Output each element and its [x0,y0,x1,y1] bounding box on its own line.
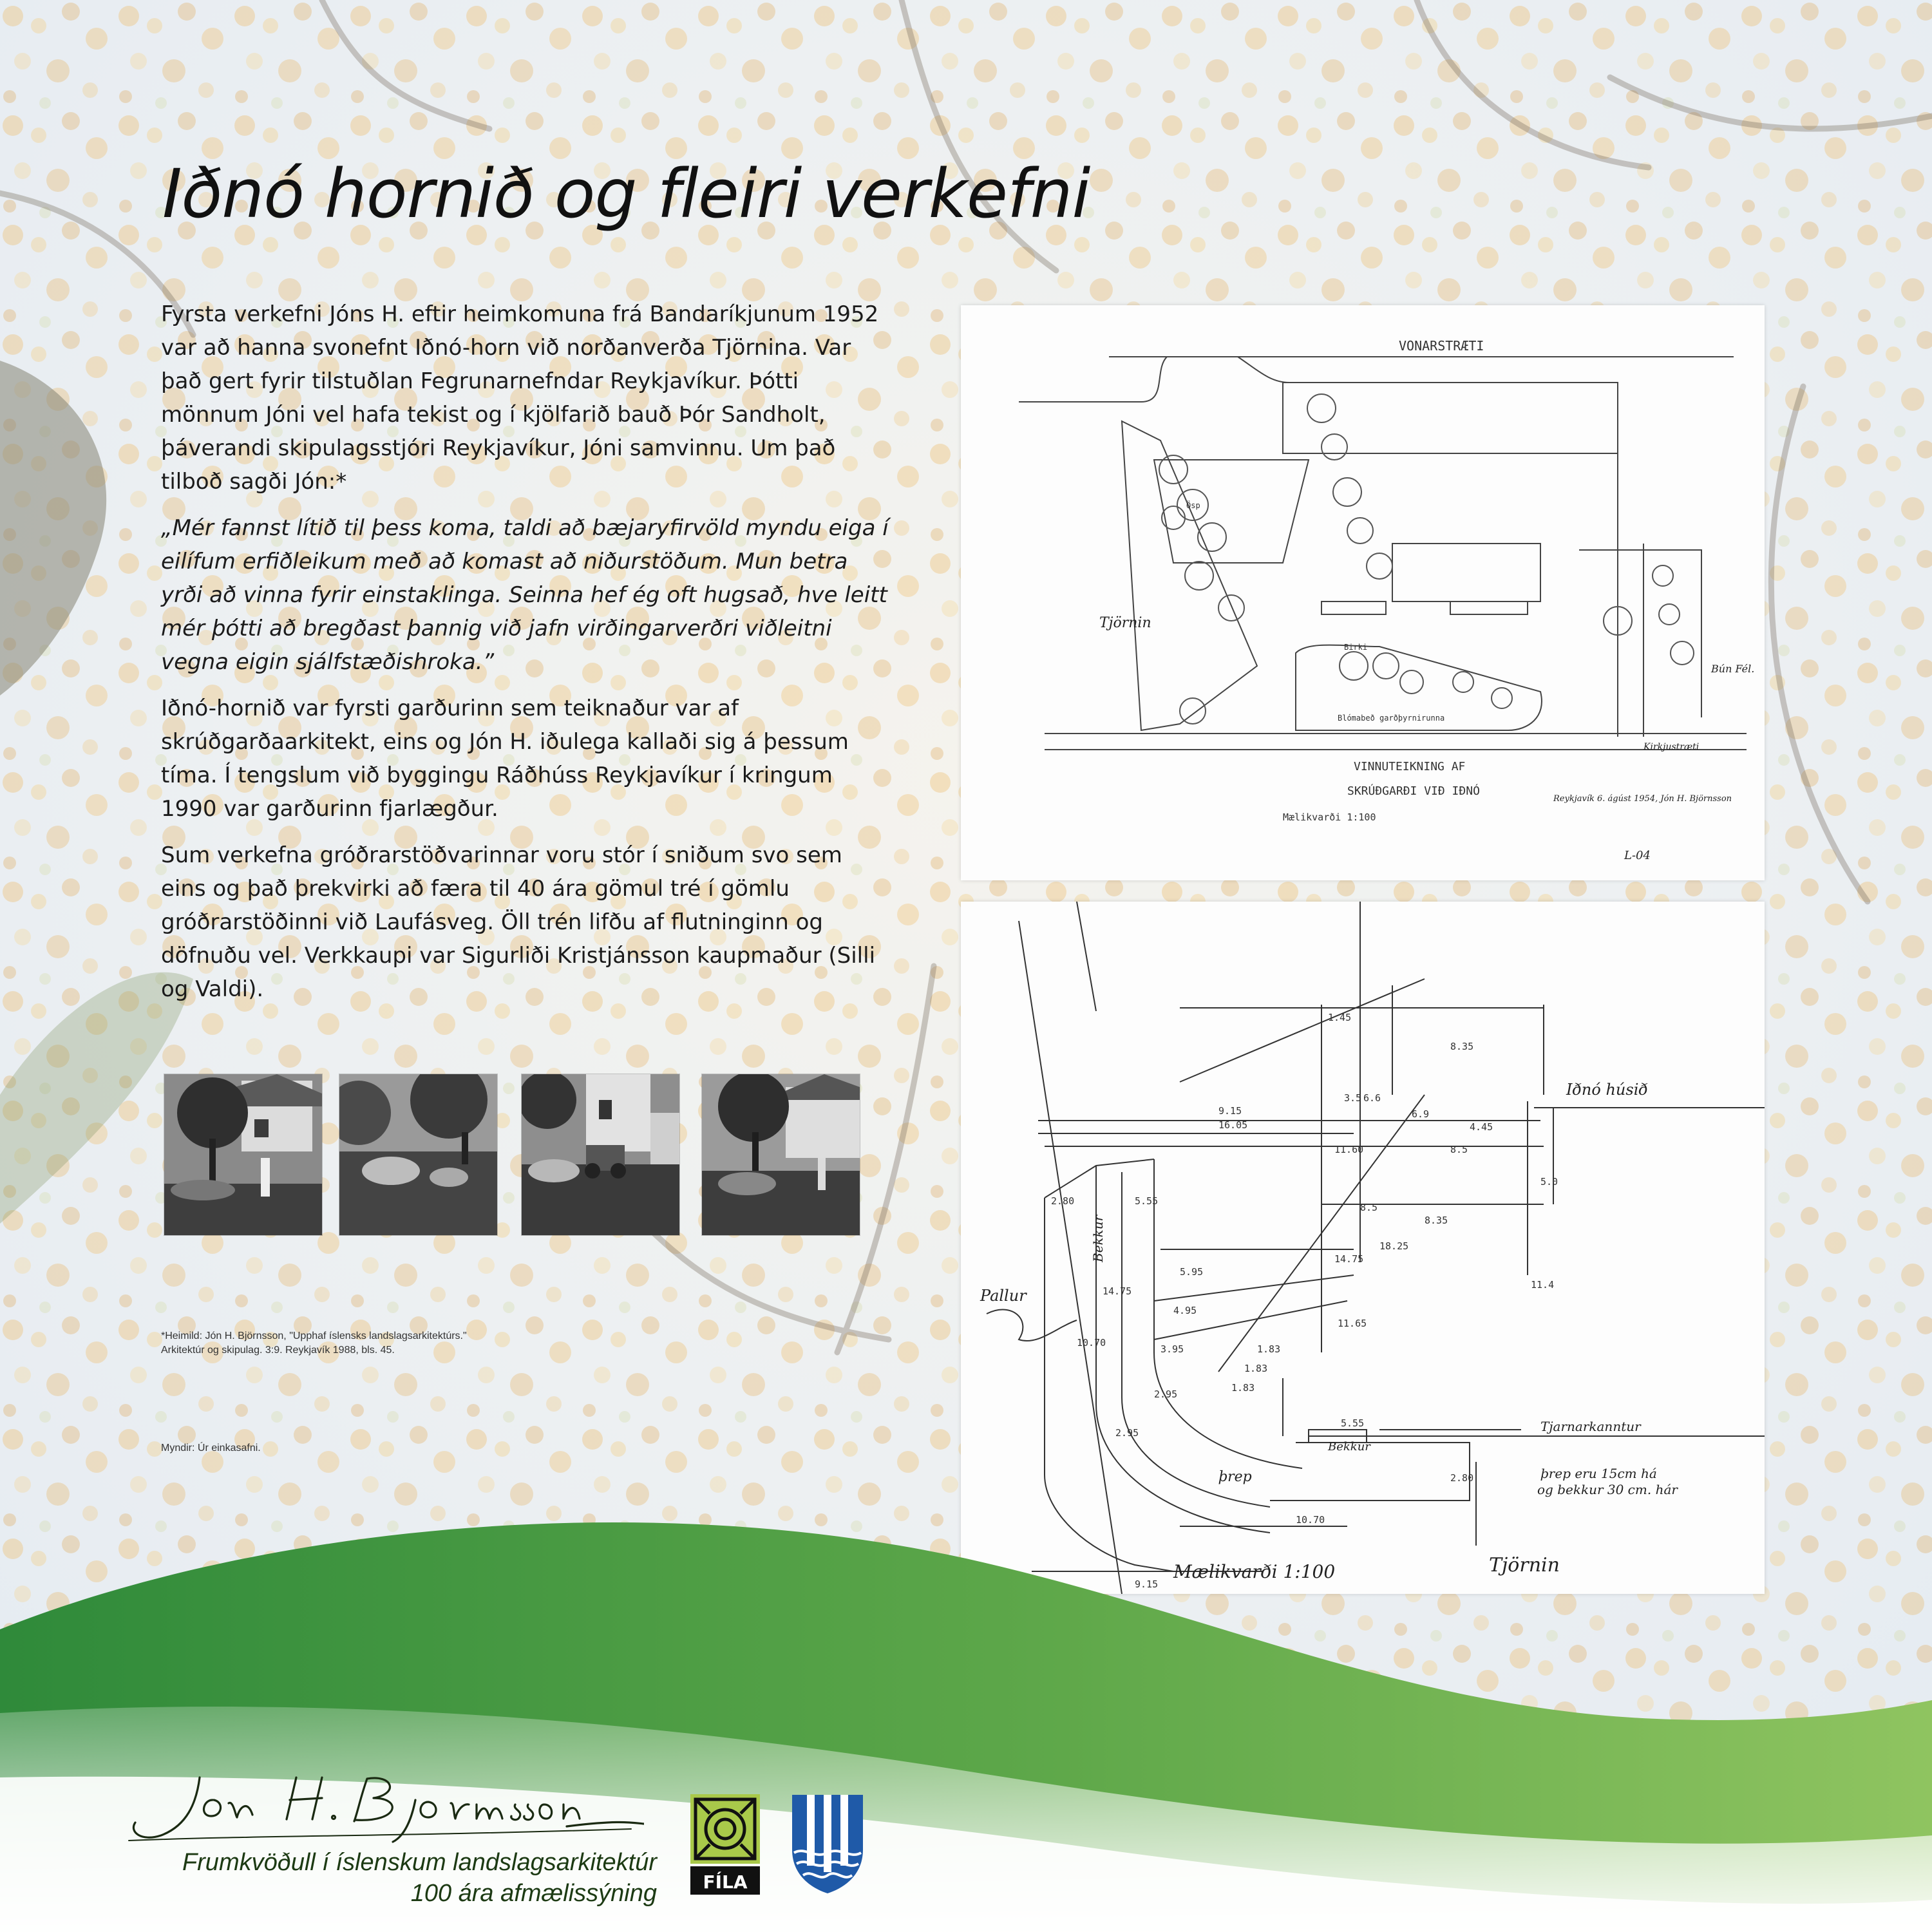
drawing1-pond-label: Tjörnin [1099,615,1151,631]
drawing1-corner-label: Bún Fél. [1711,663,1755,675]
dim-4: 16.05 [1218,1119,1248,1131]
footnote-line-2: Arkitektúr og skipulag. 3:9. Reykjavík 1988, bls. 45. [161,1345,395,1356]
drawing1-caption-line2: SKRÚÐGARÐI VIÐ IÐNÓ [1347,784,1480,798]
tagline-line-1: Frumkvöðull í íslenskum landslagsarkitektúr [182,1849,657,1876]
dim-28: 2.95 [1115,1427,1139,1439]
drawing2-scale: Mælikvarði 1:100 [1173,1561,1336,1582]
step-height-note: þrep eru 15cm há [1540,1466,1657,1481]
dim-8: 3.5 [1344,1092,1362,1104]
footnote [161,1329,573,1358]
quote-paragraph: „Mér fannst lítið til þess koma, taldi að bæjaryfirvöld myndu eiga í eilífum erfiðleikum með að komast að niðurstöðum. Mun betra yrði að vinna fyrir einstaklinga. Seinna hef ég oft hugsað, hve leitt mér þótti að bregðast þannig við jafn virðingarverðri viðleitni vegna eigin sjálfstæðishroka.” [161,515,889,675]
reykjavik-coat-of-arms [789,1792,866,1895]
dim-3: 9.15 [1218,1105,1242,1117]
dim-16: 8.35 [1425,1215,1448,1226]
dim-30: 2.80 [1450,1472,1474,1484]
dimension-plan-drawing [961,902,1765,1594]
dim-19: 14.75 [1103,1285,1132,1297]
dim-10: 5.0 [1540,1176,1558,1188]
drawing1-flowerbed-label: Blómabeð garðþyrnirunna [1338,714,1445,723]
dim-17: 2.80 [1051,1195,1075,1207]
photo-tree-moving-3 [522,1074,679,1235]
dim-20: 10.70 [1077,1337,1106,1349]
fila-logo-text: FÍLA [703,1871,748,1893]
photo-credit: Myndir: Úr einkasafni. [161,1443,261,1454]
footnote-line-1: *Heimild: Jón H. Björnsson, "Upphaf íslensks landslagsarkitektúrs." [161,1331,467,1341]
tagline [116,1847,657,1909]
dim-33: 8.5 [1450,1144,1468,1155]
drawing1-signed-date: Reykjavík 6. ágúst 1954, Jón H. Björnsson [1553,794,1732,804]
dim-11: 8.5 [1360,1202,1378,1213]
drawing1-scale: Mælikvarði 1:100 [1283,811,1376,823]
dim-22: 4.95 [1173,1305,1197,1316]
dim-15: 11.4 [1531,1279,1555,1291]
dim-6: 6.9 [1412,1108,1430,1120]
dim-7: 4.45 [1470,1121,1493,1133]
photo-tree-moving-1 [164,1074,322,1235]
dim-24: 1.83 [1257,1343,1281,1355]
paragraph-intro: Fyrsta verkefni Jóns H. eftir heimkomuna frá Bandaríkjunum 1952 var að hanna svonefnt Iðnó-horn við norðanverða Tjörnina. Var það gert fyrir tilstuðlan Fegrunarnefndar Reykjavíkur. Þótti mönnum Jóni vel hafa tekist og í kjölfarið bauð Þór Sandholt, þáverandi skipulagsstjóri Reykjavíkur, Jóni samvinnu. Um það tilboð sagði Jón:* [161,301,879,495]
dim-32: 9.15 [1135,1578,1159,1590]
pond-edge-label: Tjarnarkanntur [1540,1419,1641,1434]
dim-12: 18.25 [1379,1240,1409,1252]
drawing1-lower-right-label: Kirkjustræti [1643,742,1700,752]
paragraph-tree-move: Sum verkefna gróðrarstöðvarinnar voru stór í sniðum svo sem eins og það þrekvirki að færa til 40 ára gömul tré í gömlu gróðrarstöðinni við Laufásveg. Öll trén lifðu af flutninginn og döfnuðu vel. Verkkaupi var Sigurliði Kristjánsson kaupmaður (Silli og Valdi). [161,842,876,1002]
page-title: Iðnó hornið og fleiri verkefni [162,155,1090,233]
drawing1-sheet-number: L-04 [1624,849,1651,862]
drawing1-tree-label: Birki [1344,643,1368,652]
garden-plan-drawing [961,305,1765,880]
threp-label: þrep [1218,1469,1252,1485]
dim-14: 11.65 [1338,1318,1367,1329]
pallur-label: Pallur [980,1287,1027,1305]
bekkur-label-horizontal: Bekkur [1328,1440,1370,1454]
fila-logo [690,1794,760,1895]
drawing1-caption-line1: VINNUTEIKNING AF [1354,760,1466,773]
drawing1-street-label: VONARSTRÆTI [1399,338,1484,354]
bekkur-label-vertical: Bekkur [1090,1215,1106,1262]
dim-29: 5.55 [1341,1417,1365,1429]
photo-tree-moving-2 [339,1074,497,1235]
drawing2-pond-label: Tjörnin [1489,1554,1560,1577]
photo-tree-moving-4 [702,1074,860,1235]
body-text [161,298,889,1019]
dim-9: 6.6 [1363,1092,1381,1104]
dim-1: 1.45 [1328,1012,1352,1023]
dim-5: 11.60 [1334,1144,1364,1155]
tagline-line-2: 100 ára afmælissýning [410,1880,657,1907]
dim-25: 1.83 [1244,1363,1268,1374]
dim-27: 2.95 [1154,1388,1178,1400]
bench-height-note: og bekkur 30 cm. hár [1537,1482,1678,1497]
photo-strip [164,1074,860,1235]
dim-31: 10.70 [1296,1514,1325,1526]
idno-house-label: Iðnó húsið [1566,1081,1648,1099]
paragraph-idno-corner: Iðnó-hornið var fyrsti garðurinn sem teiknaður var af skrúðgarðaarkitekt, eins og Jón H. iðulega kallaði sig á þessum tíma. Í tengslum við byggingu Ráðhúss Reykjavíkur í kringum 1990 var garðurinn fjarlægður. [161,696,849,822]
drawing1-pine-label: Ösp [1186,501,1200,510]
dim-23: 3.95 [1160,1343,1184,1355]
dim-18: 5.55 [1135,1195,1159,1207]
dim-13: 14.75 [1334,1253,1364,1265]
dim-26: 1.83 [1231,1382,1255,1394]
dim-21: 5.95 [1180,1266,1204,1278]
dim-2: 8.35 [1450,1041,1474,1052]
